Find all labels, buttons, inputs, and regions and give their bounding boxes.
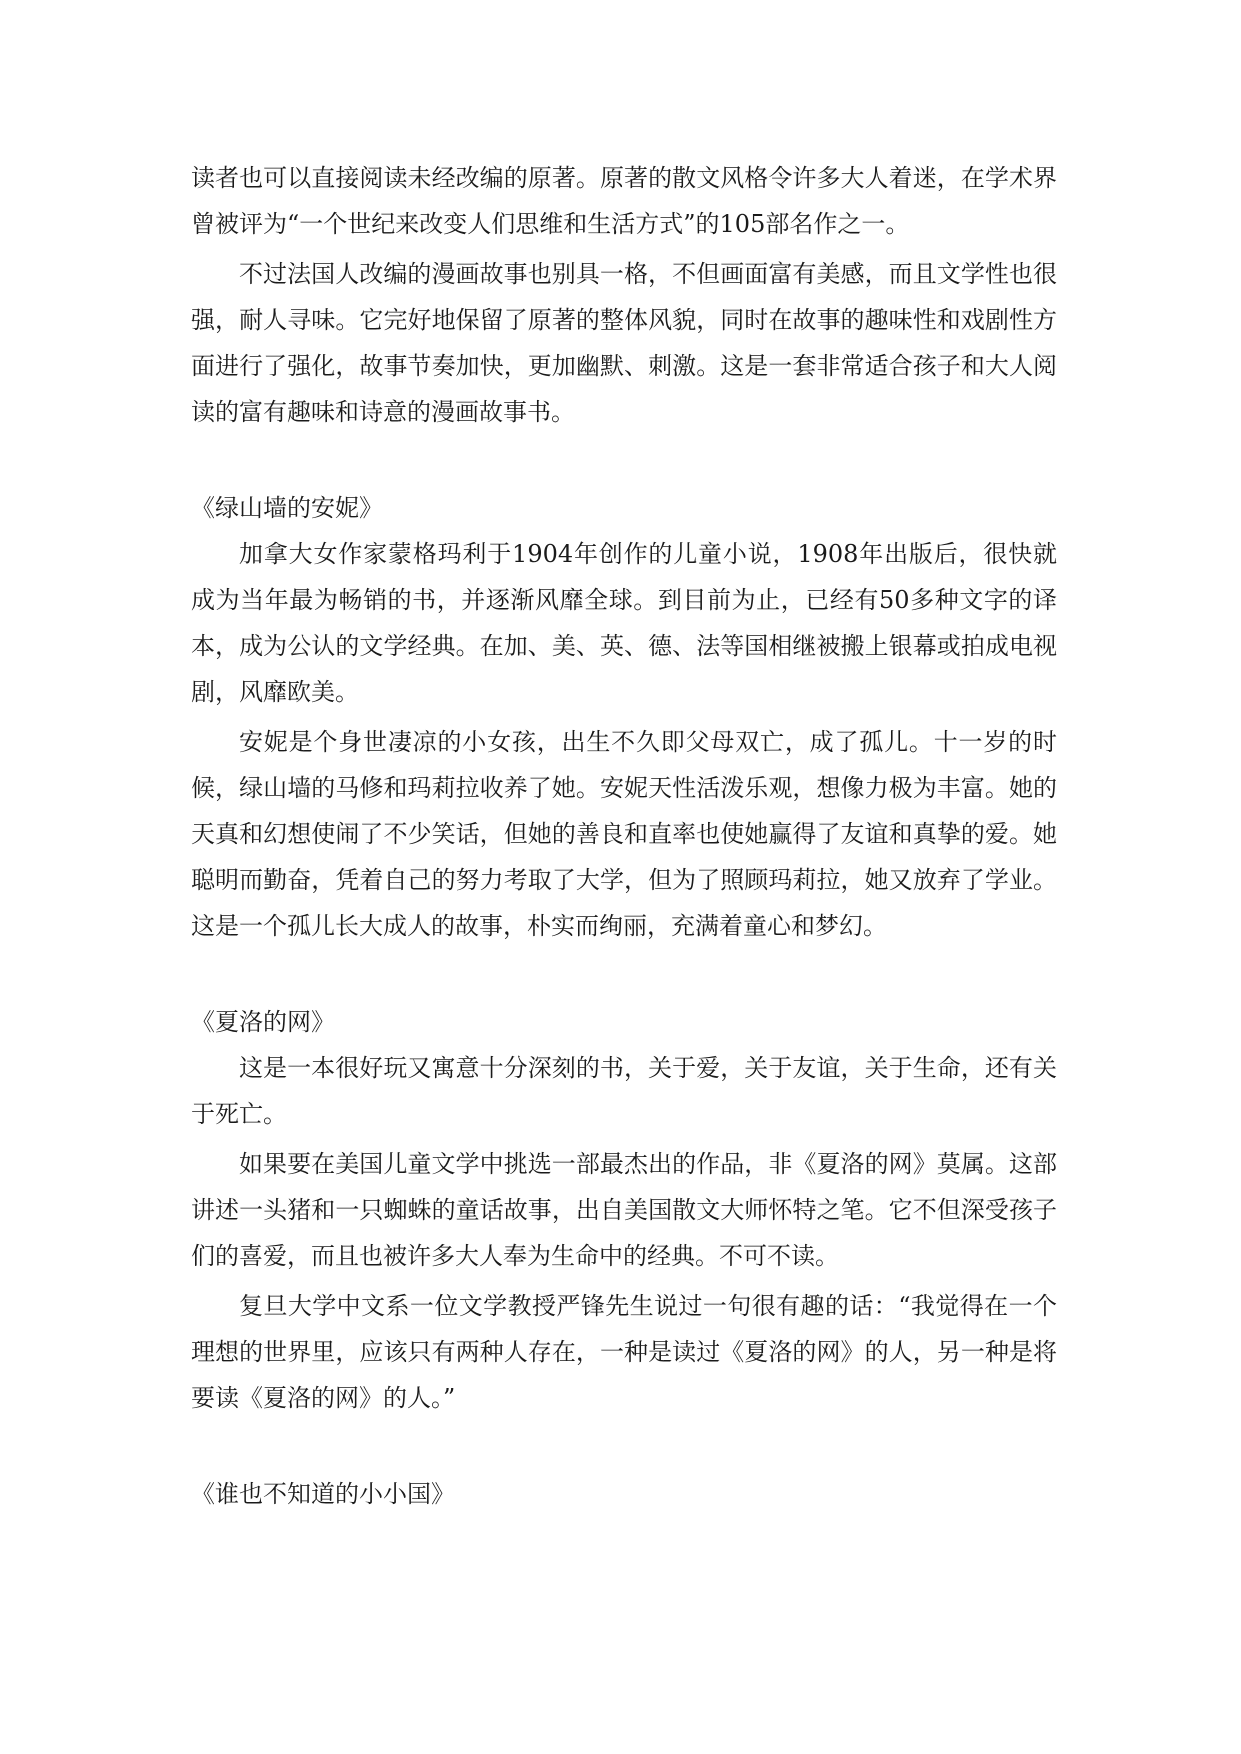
charlotte-paragraph-1: 这是一本很好玩又寓意十分深刻的书，关于爱，关于友谊，关于生命，还有关于死亡。 xyxy=(191,1054,1057,1128)
document-page xyxy=(191,155,1057,1517)
section-gap xyxy=(191,953,1057,999)
section-title-anne: 《绿山墙的安妮》 xyxy=(191,494,383,522)
section-gap xyxy=(191,1425,1057,1471)
section-title-charlotte: 《夏洛的网》 xyxy=(191,1008,335,1036)
section-gap xyxy=(191,439,1057,485)
intro-paragraph-1: 读者也可以直接阅读未经改编的原著。原著的散文风格令许多大人着迷，在学术界曾被评为“一个世纪来改变人们思维和生活方式”的105部名作之一。 xyxy=(191,164,1057,238)
charlotte-paragraph-2: 如果要在美国儿童文学中挑选一部最杰出的作品，非《夏洛的网》莫属。这部讲述一头猪和一只蜘蛛的童话故事，出自美国散文大师怀特之笔。它不但深受孩子们的喜爱，而且也被许多大人奉为生命中的经典。不可不读。 xyxy=(191,1150,1057,1270)
section-title-small-country: 《谁也不知道的小小国》 xyxy=(191,1480,455,1508)
anne-paragraph-1: 加拿大女作家蒙格玛利于1904年创作的儿童小说，1908年出版后，很快就成为当年最为畅销的书，并逐渐风靡全球。到目前为止，已经有50多种文字的译本，成为公认的文学经典。在加、美、英、德、法等国相继被搬上银幕或拍成电视剧，风靡欧美。 xyxy=(191,540,1057,706)
anne-paragraph-2: 安妮是个身世凄凉的小女孩，出生不久即父母双亡，成了孤儿。十一岁的时候，绿山墙的马修和玛莉拉收养了她。安妮天性活泼乐观，想像力极为丰富。她的天真和幻想使闹了不少笑话，但她的善良和直率也使她赢得了友谊和真挚的爱。她聪明而勤奋，凭着自己的努力考取了大学，但为了照顾玛莉拉，她又放弃了学业。这是一个孤儿长大成人的故事，朴实而绚丽，充满着童心和梦幻。 xyxy=(191,728,1057,940)
charlotte-paragraph-3: 复旦大学中文系一位文学教授严锋先生说过一句很有趣的话：“我觉得在一个理想的世界里，应该只有两种人存在，一种是读过《夏洛的网》的人，另一种是将要读《夏洛的网》的人。” xyxy=(191,1292,1057,1412)
intro-paragraph-2: 不过法国人改编的漫画故事也别具一格，不但画面富有美感，而且文学性也很强，耐人寻味。它完好地保留了原著的整体风貌，同时在故事的趣味性和戏剧性方面进行了强化，故事节奏加快，更加幽默、刺激。这是一套非常适合孩子和大人阅读的富有趣味和诗意的漫画故事书。 xyxy=(191,260,1057,426)
